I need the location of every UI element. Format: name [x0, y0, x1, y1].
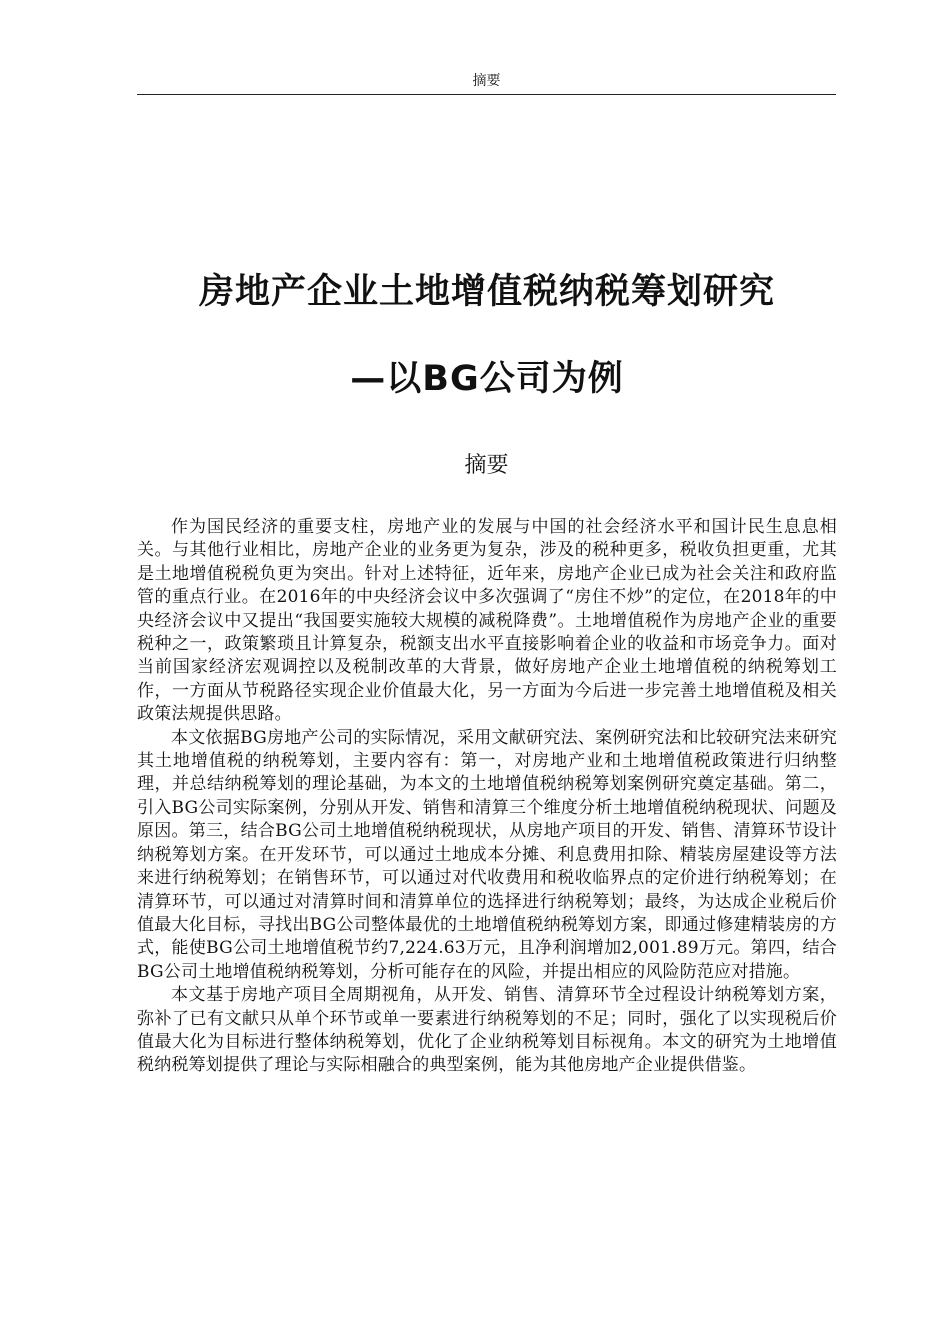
- abstract-heading: 摘要: [464, 453, 509, 478]
- header-rule: [137, 94, 836, 95]
- abstract-body: [137, 516, 837, 1078]
- abstract-paragraph-2: 本文依据BG房地产公司的实际情况，采用文献研究法、案例研究法和比较研究法来研究其土地增值税的纳税筹划，主要内容有：第一，对房地产业和土地增值税政策进行归纳整理，并总结纳税筹划的理论基础，为本文的土地增值税纳税筹划案例研究奠定基础。第二，引入BG公司实际案例，分别从开发、销售和清算三个维度分析土地增值税纳税现状、问题及原因。第三，结合BG公司土地增值税纳税现状，从房地产项目的开发、销售、清算环节设计纳税筹划方案。在开发环节，可以通过土地成本分摊、利息费用扣除、精装房屋建设等方法来进行纳税筹划；在销售环节，可以通过对代收费用和税收临界点的定价进行纳税筹划；在清算环节，可以通过对清算时间和清算单位的选择进行纳税筹划；最终，为达成企业税后价值最大化目标，寻找出BG公司整体最优的土地增值税纳税筹划方案，即通过修建精装房的方式，能使BG公司土地增值税节约7,224.63万元，且净利润增加2,001.89万元。第四，结合BG公司土地增值税纳税筹划，分析可能存在的风险，并提出相应的风险防范应对措施。: [137, 727, 837, 982]
- thesis-title: 房地产企业土地增值税纳税筹划研究: [198, 272, 775, 312]
- thesis-subtitle: —以BG公司为例: [350, 359, 624, 399]
- abstract-paragraph-1: 作为国民经济的重要支柱，房地产业的发展与中国的社会经济水平和国计民生息息相关。与其他行业相比，房地产企业的业务更为复杂，涉及的税种更多，税收负担更重，尤其是土地增值税税负更为突出。针对上述特征，近年来，房地产企业已成为社会关注和政府监管的重点行业。在2016年的中央经济会议中多次强调了“房住不炒”的定位，在2018年的中央经济会议中又提出“我国要实施较大规模的减税降费”。土地增值税作为房地产企业的重要税种之一，政策繁琐且计算复杂，税额支出水平直接影响着企业的收益和市场竞争力。面对当前国家经济宏观调控以及税制改革的大背景，做好房地产企业土地增值税的纳税筹划工作，一方面从节税路径实现企业价值最大化，另一方面为今后进一步完善土地增值税及相关政策法规提供思路。: [137, 517, 837, 725]
- running-header: 摘要: [472, 73, 501, 89]
- abstract-paragraph-3: 本文基于房地产项目全周期视角，从开发、销售、清算环节全过程设计纳税筹划方案，弥补了已有文献只从单个环节或单一要素进行纳税筹划的不足；同时，强化了以实现税后价值最大化为目标进行整体纳税筹划，优化了企业纳税筹划目标视角。本文的研究为土地增值税纳税筹划提供了理论与实际相融合的典型案例，能为其他房地产企业提供借鉴。: [137, 985, 837, 1076]
